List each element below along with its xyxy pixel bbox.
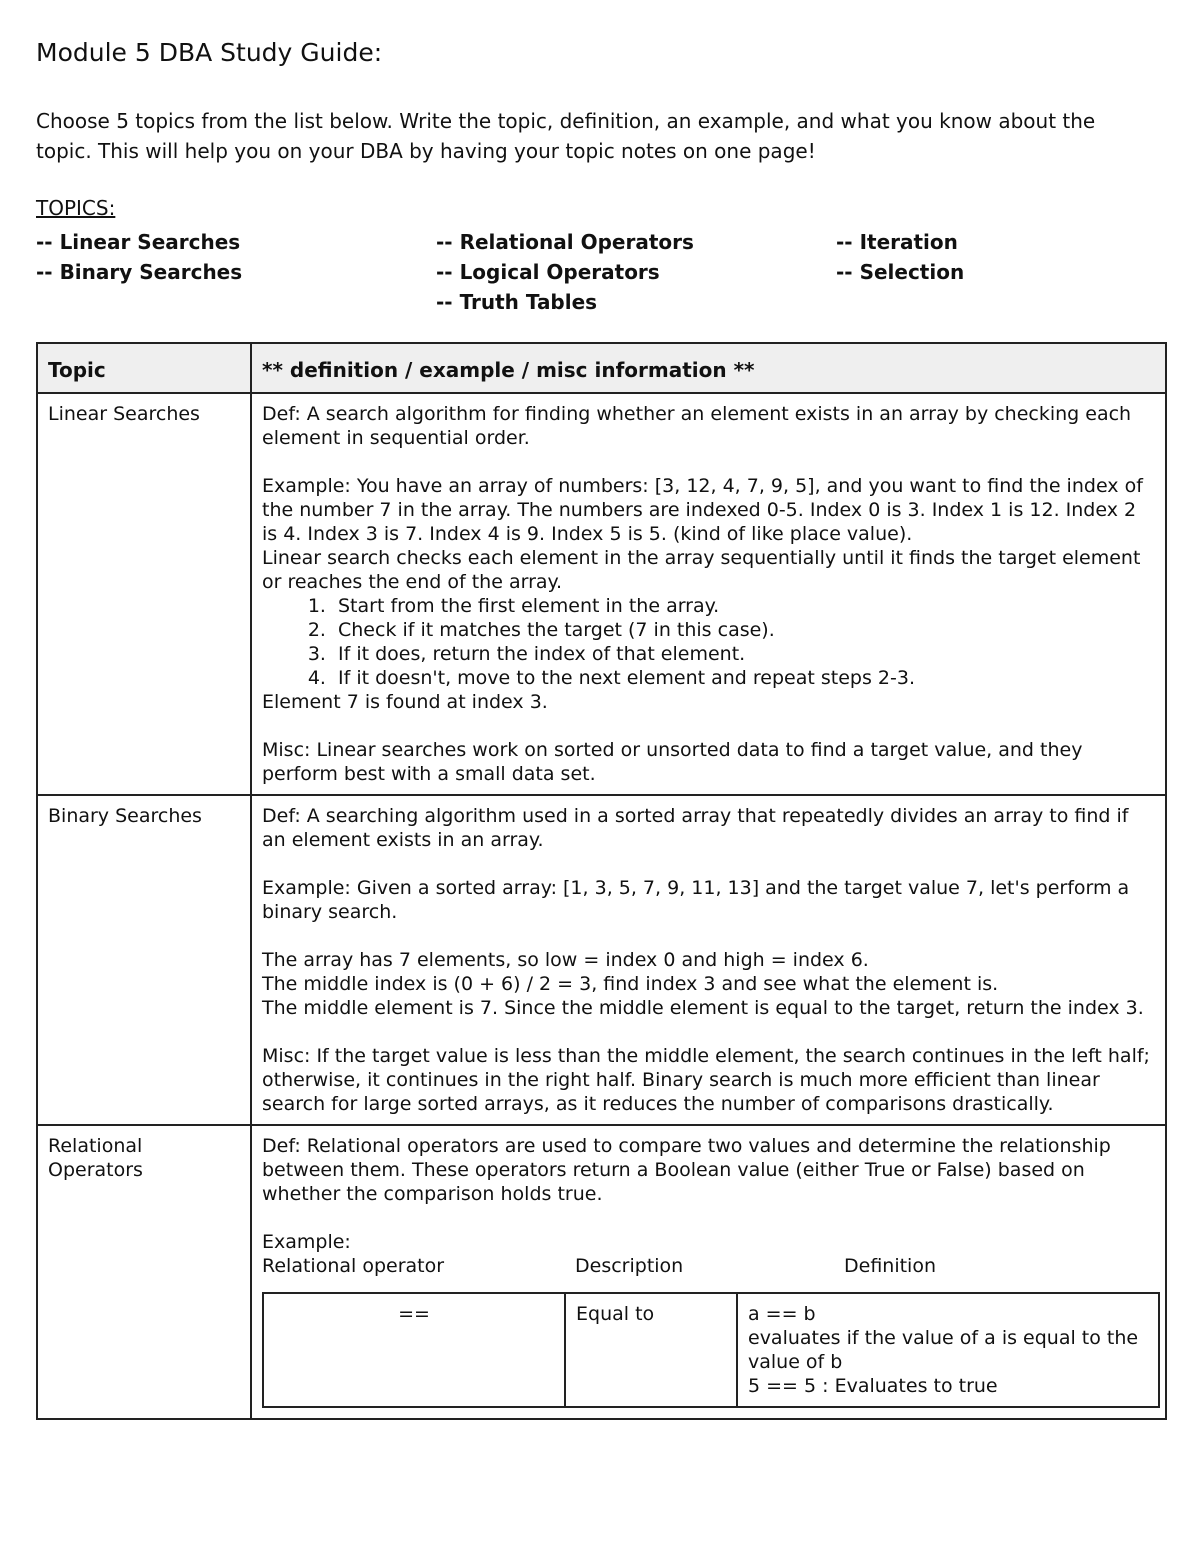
column-header: Relational operator: [262, 1255, 445, 1277]
topics-column-2: [436, 227, 694, 317]
steps-list: [262, 594, 1155, 690]
operators-table: [262, 1292, 1160, 1408]
example-text: Example: You have an array of numbers: [3, 12, 4, 7, 9, 5], and you want to find the index of the number 7 in the array. The numbers are indexed 0-5. Index 0 is 3. Index 1 is 12. Index 2 is 4. Index 3 is 7. Index 4 is 9. Index 5 is 5. (kind of like place value).: [262, 475, 1143, 545]
table-header-row: [37, 343, 1166, 393]
topic-item: -- Linear Searches: [36, 230, 241, 254]
explanation-text: Linear search checks each element in the array sequentially until it finds the target element or reaches the end of the array.: [262, 547, 1141, 593]
list-item: 2. Check if it matches the target (7 in this case).: [332, 618, 1155, 642]
topic-item: -- Truth Tables: [436, 290, 598, 314]
definition-text: Def: A search algorithm for finding whether an element exists in an array by checking each element in sequential order.: [262, 403, 1132, 449]
topics-column-3: [836, 227, 964, 287]
definition-line: 5 == 5 : Evaluates to true: [748, 1375, 998, 1397]
content-cell: [251, 1125, 1166, 1419]
topic-cell: Linear Searches: [37, 393, 251, 795]
topic-item: -- Binary Searches: [36, 260, 243, 284]
definition-text: Def: Relational operators are used to compare two values and determine the relationship between them. These operators return a Boolean value (either True or False) based on whether the comparison holds true.: [262, 1135, 1111, 1205]
definition-line: evaluates if the value of a is equal to the value of b: [748, 1327, 1139, 1373]
explanation-line: The middle element is 7. Since the middle element is equal to the target, return the index 3.: [262, 997, 1144, 1019]
table-row: [263, 1293, 1159, 1407]
operator-cell: ==: [263, 1293, 565, 1407]
table-row-binary-searches: [37, 795, 1166, 1125]
definition-cell: [737, 1293, 1159, 1407]
column-header: Definition: [844, 1255, 937, 1277]
misc-text: Misc: If the target value is less than the middle element, the search continues in the left half; otherwise, it continues in the right half. Binary search is much more efficient than linear search for large sorted arrays, as it reduces the number of comparisons drastically.: [262, 1045, 1150, 1115]
description-cell: Equal to: [565, 1293, 737, 1407]
topics-column-1: [36, 227, 242, 287]
notes-table: [36, 342, 1167, 1420]
table-row-linear-searches: [37, 393, 1166, 795]
example-text: Example: Given a sorted array: [1, 3, 5, 7, 9, 11, 13] and the target value 7, let's perform a binary search.: [262, 877, 1130, 923]
operator-column-headers: [262, 1254, 1155, 1278]
intro-text: Choose 5 topics from the list below. Write the topic, definition, an example, and what you know about the topic. This will help you on your DBA by having your topic notes on one page!: [36, 109, 1096, 163]
topics-label: TOPICS:: [36, 196, 116, 220]
header-info: ** definition / example / misc information **: [251, 343, 1166, 393]
list-item: 4. If it doesn't, move to the next element and repeat steps 2-3.: [332, 666, 1155, 690]
topic-item: -- Iteration: [836, 230, 958, 254]
topic-item: -- Relational Operators: [436, 230, 694, 254]
topic-item: -- Selection: [836, 260, 965, 284]
misc-text: Misc: Linear searches work on sorted or unsorted data to find a target value, and they perform best with a small data set.: [262, 739, 1083, 785]
page-title: Module 5 DBA Study Guide:: [36, 38, 383, 67]
topic-item: -- Logical Operators: [436, 260, 660, 284]
topic-cell: Binary Searches: [37, 795, 251, 1125]
explanation-line: The array has 7 elements, so low = index 0 and high = index 6.: [262, 949, 869, 971]
example-label: Example:: [262, 1231, 351, 1253]
list-item: 1. Start from the first element in the array.: [332, 594, 1155, 618]
definition-text: Def: A searching algorithm used in a sorted array that repeatedly divides an array to find if an element exists in an array.: [262, 805, 1129, 851]
list-item: 3. If it does, return the index of that element.: [332, 642, 1155, 666]
content-cell: [251, 795, 1166, 1125]
definition-line: a == b: [748, 1303, 816, 1325]
table-row-relational-operators: [37, 1125, 1166, 1419]
content-cell: [251, 393, 1166, 795]
header-topic: Topic: [37, 343, 251, 393]
result-text: Element 7 is found at index 3.: [262, 691, 548, 713]
column-header: Description: [575, 1255, 684, 1277]
explanation-line: The middle index is (0 + 6) / 2 = 3, find index 3 and see what the element is.: [262, 973, 999, 995]
topic-cell: Relational Operators: [37, 1125, 251, 1419]
